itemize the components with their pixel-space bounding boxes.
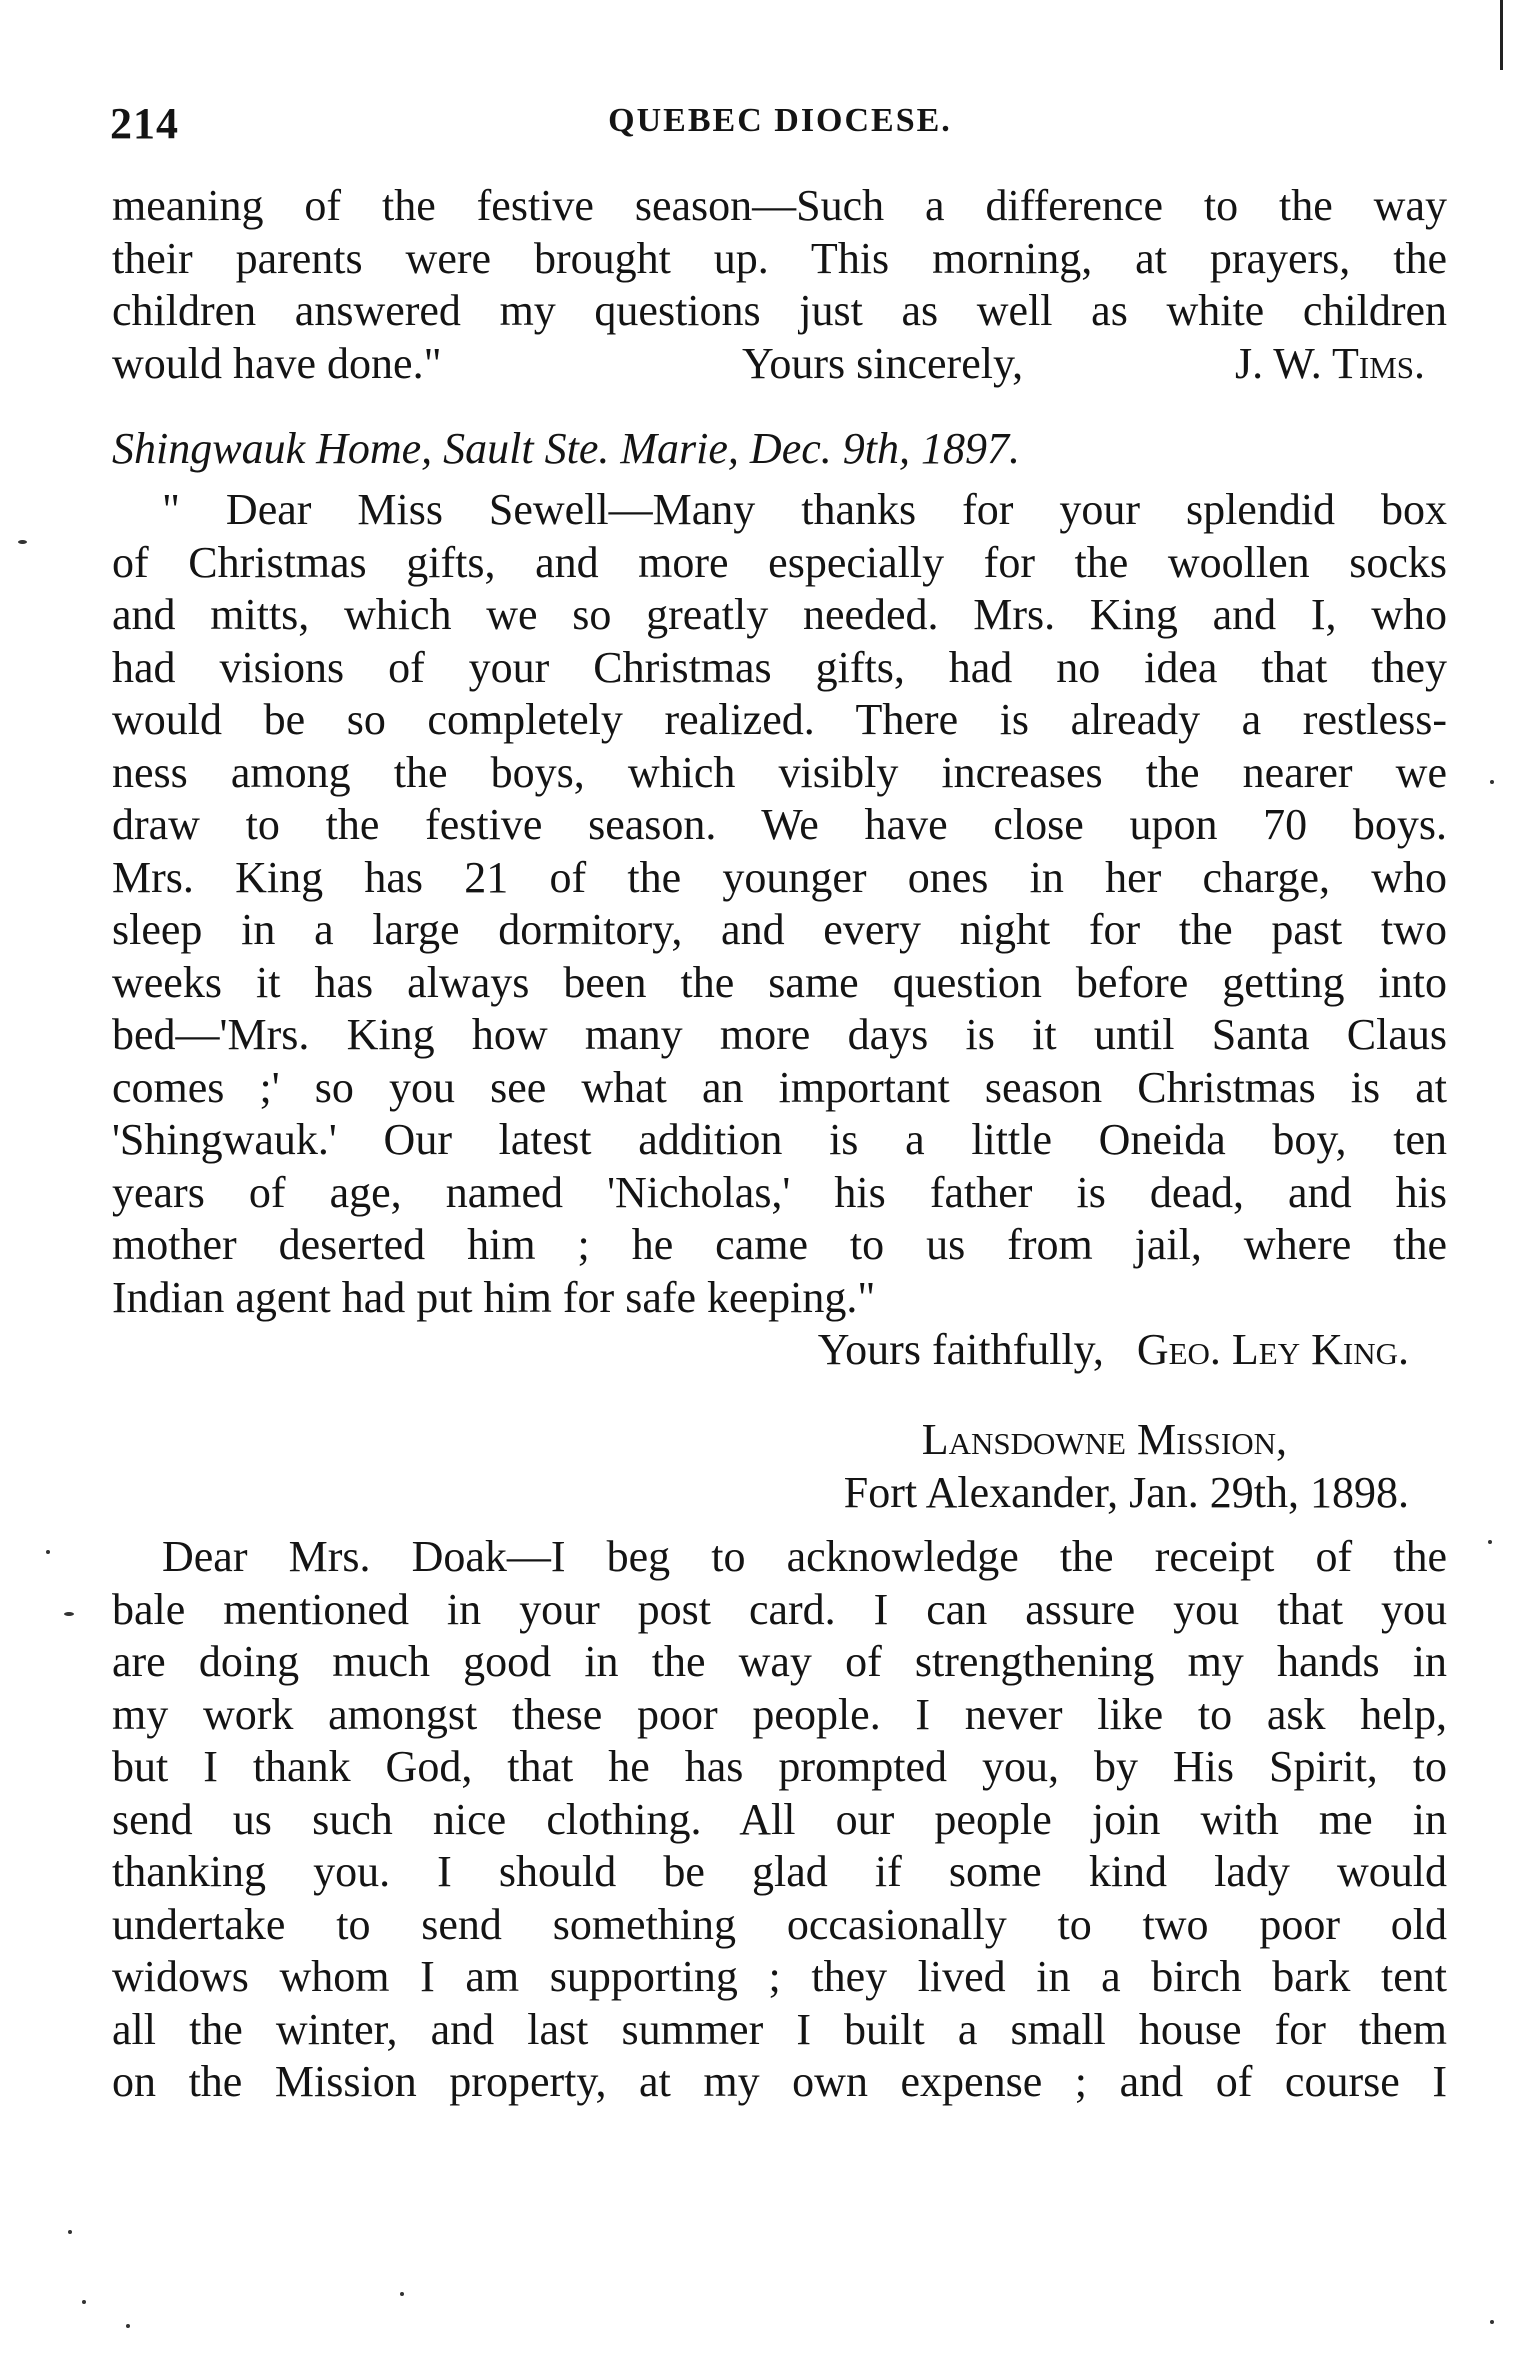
text-line: had visions of your Christmas gifts, had no idea that they: [112, 642, 1447, 692]
mission-address: Lansdowne Mission,: [921, 1415, 1287, 1464]
signature: Geo. Ley King.: [1136, 1325, 1409, 1374]
dateline: Shingwauk Home, Sault Ste. Marie, Dec. 9th, 1897.: [112, 424, 1020, 473]
text-line: sleep in a large dormitory, and every night for the past two: [112, 905, 1447, 954]
scan-speck: [1488, 1540, 1492, 1544]
scan-speck: [68, 2230, 72, 2234]
text-line: meaning of the festive season—Such a difference to the way: [112, 181, 1447, 230]
text-line: years of age, named 'Nicholas,' his father is dead, and his: [112, 1167, 1447, 1217]
text-line: my work amongst these poor people. I never like to ask help,: [112, 1689, 1447, 1739]
text-line: widows whom I am supporting ; they lived in a birch bark tent: [112, 1952, 1447, 2001]
scan-speck: [64, 1612, 74, 1616]
text-line: and mitts, which we so greatly needed. Mrs. King and I, who: [112, 590, 1447, 639]
text-line: their parents were brought up. This morning, at prayers, the: [112, 233, 1447, 283]
text-line: " Dear Miss Sewell—Many thanks for your splendid box: [162, 485, 1447, 534]
scan-edge-line: [1500, 0, 1503, 70]
text-line-with-closing: [112, 338, 1447, 391]
closing-line: [112, 1324, 1447, 1377]
scan-speck: [82, 2300, 86, 2304]
text-line: bale mentioned in your post card. I can assure you that you: [112, 1584, 1447, 1634]
text-line: would be so completely realized. There is already a restless-: [112, 695, 1447, 744]
tims-letter-ending: [112, 180, 1447, 390]
text-line: are doing much good in the way of strengthening my hands in: [112, 1637, 1447, 1686]
scan-speck: [1490, 780, 1494, 784]
text-line: undertake to send something occasionally to two poor old: [112, 1899, 1447, 1949]
text-line: 'Shingwauk.' Our latest addition is a little Oneida boy, ten: [112, 1115, 1447, 1164]
signature: J. W. Tims.: [1234, 338, 1425, 388]
scan-speck: [46, 1550, 50, 1554]
text-line: send us such nice clothing. All our people join with me in: [112, 1794, 1447, 1844]
text-line: draw to the festive season. We have close upon 70 boys.: [112, 800, 1447, 849]
text-line: Indian agent had put him for safe keeping.": [112, 1272, 876, 1322]
running-head: [110, 98, 1450, 148]
running-title: QUEBEC DIOCESE.: [608, 102, 952, 139]
shingwauk-letter-body: [112, 484, 1447, 1377]
lansdowne-letter-body: [112, 1531, 1447, 2109]
text-line: comes ;' so you see what an important season Christmas is at: [112, 1062, 1447, 1112]
text-line: Mrs. King has 21 of the younger ones in her charge, who: [112, 852, 1447, 902]
text-line: all the winter, and last summer I built a small house for them: [112, 2004, 1447, 2054]
text-line: weeks it has always been the same question before getting into: [112, 957, 1447, 1007]
text-line: would have done.": [112, 338, 442, 388]
text-line: of Christmas gifts, and more especially for the woollen socks: [112, 537, 1447, 587]
lansdowne-letter: [112, 1414, 1447, 1519]
shingwauk-letter: [112, 423, 1447, 476]
text-line: on the Mission property, at my own expense ; and of course I: [112, 2057, 1447, 2106]
scan-speck: [126, 2324, 130, 2328]
text-line: ness among the boys, which visibly increases the nearer we: [112, 747, 1447, 797]
text-line: mother deserted him ; he came to us from jail, where the: [112, 1220, 1447, 1269]
text-line: bed—'Mrs. King how many more days is it until Santa Claus: [112, 1010, 1447, 1059]
scan-speck: [400, 2292, 404, 2296]
place-date-line: Fort Alexander, Jan. 29th, 1898.: [843, 1467, 1409, 1517]
closing-salutation: Yours sincerely,: [742, 338, 1024, 388]
scan-speck: [18, 540, 27, 544]
scan-speck: [1490, 2320, 1494, 2324]
closing-salutation: Yours faithfully,: [817, 1325, 1104, 1374]
text-line: Dear Mrs. Doak—I beg to acknowledge the receipt of the: [162, 1532, 1447, 1581]
text-line: but I thank God, that he has prompted you, by His Spirit, to: [112, 1742, 1447, 1791]
text-line: children answered my questions just as well as white children: [112, 286, 1447, 335]
page-number: 214: [110, 99, 179, 148]
text-line: thanking you. I should be glad if some kind lady would: [112, 1847, 1447, 1896]
